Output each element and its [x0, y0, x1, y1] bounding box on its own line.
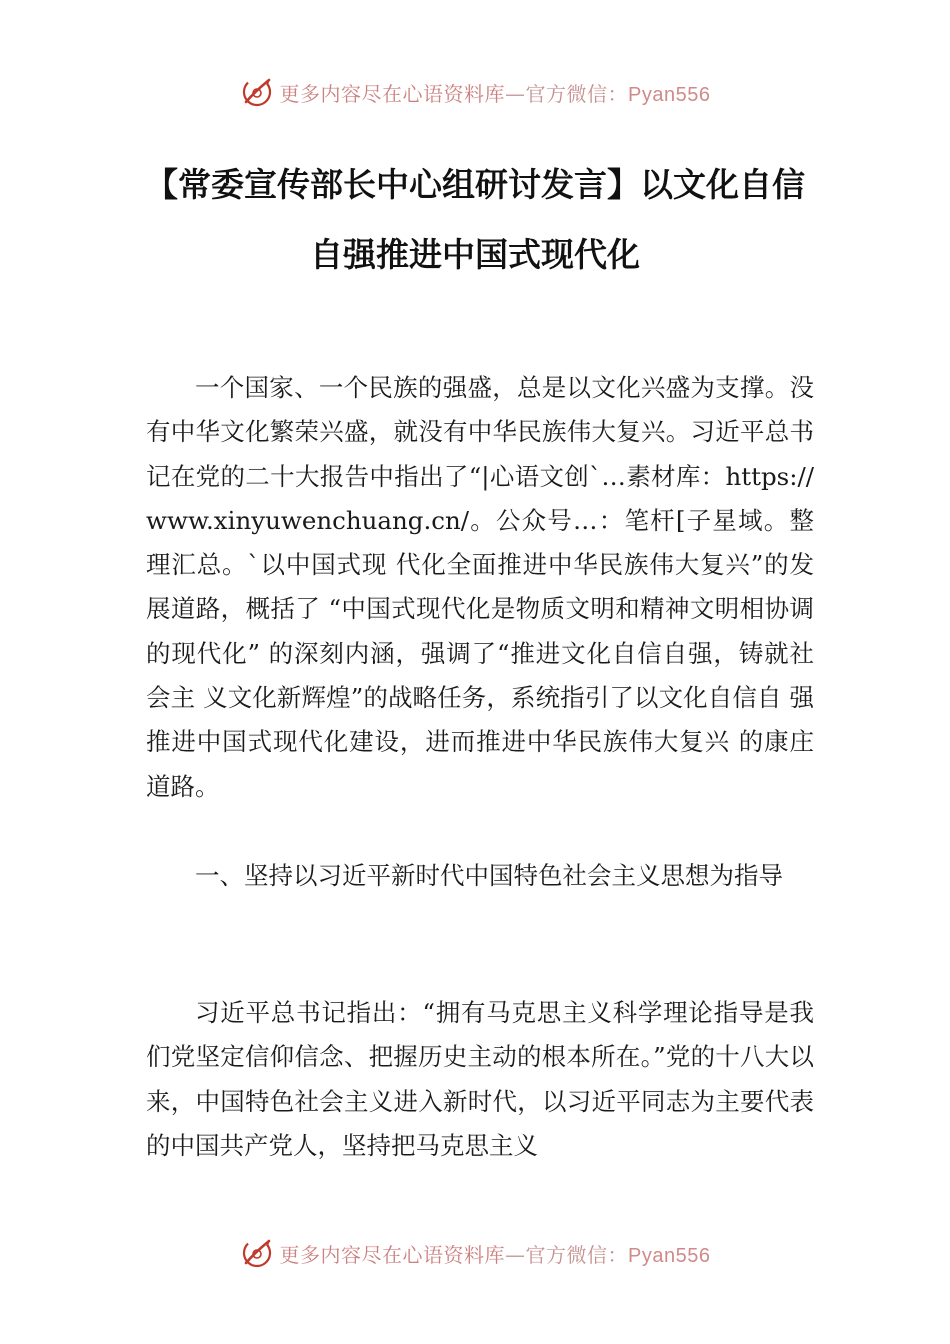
watermark-header — [0, 72, 950, 112]
watermark-text — [280, 78, 711, 107]
document-title: 【常委宣传部长中心组研讨发言】以文化自信自强推进中国式现代化 — [145, 165, 805, 274]
section-heading-1: 一、坚持以习近平新时代中国特色社会主义思想为指导 — [195, 861, 783, 890]
watermark-footer — [0, 1233, 950, 1273]
body-paragraph-intro: 一个国家、一个民族的强盛，总是以文化兴盛为支撑。没有中华文化繁荣兴盛，就没有中华民族伟大复兴。习近平总书记在党的二十大报告中指出了“|心语文创`…素材库：https://www.xinyuwenchuang.cn/。公众号…：笔杆[子星域。整理汇总。`以中国式现 代化全面推进中华民族伟大复兴”的发展道路，概括了 “中国式现代化是物质文明和精神文明相协调的现代化” 的深刻内涵，强调了“推进文化自信自强，铸就社会主 义文化新辉煌”的战略任务，系统指引了以文化自信自 强推进中国式现代化建设，进而推进中华民族伟大复兴 的康庄道路。 — [146, 373, 814, 801]
body-paragraph-section-1: 习近平总书记指出：“拥有马克思主义科学理论指导是我们党坚定信仰信念、把握历史主动的根本所在。”党的十八大以来，中国特色社会主义进入新时代，以习近平同志为主要代表的中国共产党人，坚持把马克思主义 — [146, 998, 814, 1160]
watermark-main: 更多内容尽在心语资料库 — [279, 1242, 506, 1267]
watermark-wechat-label: 官方微信： — [525, 1242, 629, 1267]
watermark-text — [280, 1239, 711, 1268]
watermark-main: 更多内容尽在心语资料库 — [279, 81, 506, 106]
watermark-wechat-id: Pyan556 — [628, 83, 711, 106]
brand-logo-icon — [240, 75, 274, 109]
watermark-wechat-label: 官方微信： — [525, 81, 629, 106]
watermark-wechat-id: Pyan556 — [628, 1244, 711, 1267]
brand-logo-icon — [240, 1236, 274, 1270]
watermark-separator: — — [505, 81, 526, 106]
watermark-separator: — — [505, 1242, 526, 1267]
